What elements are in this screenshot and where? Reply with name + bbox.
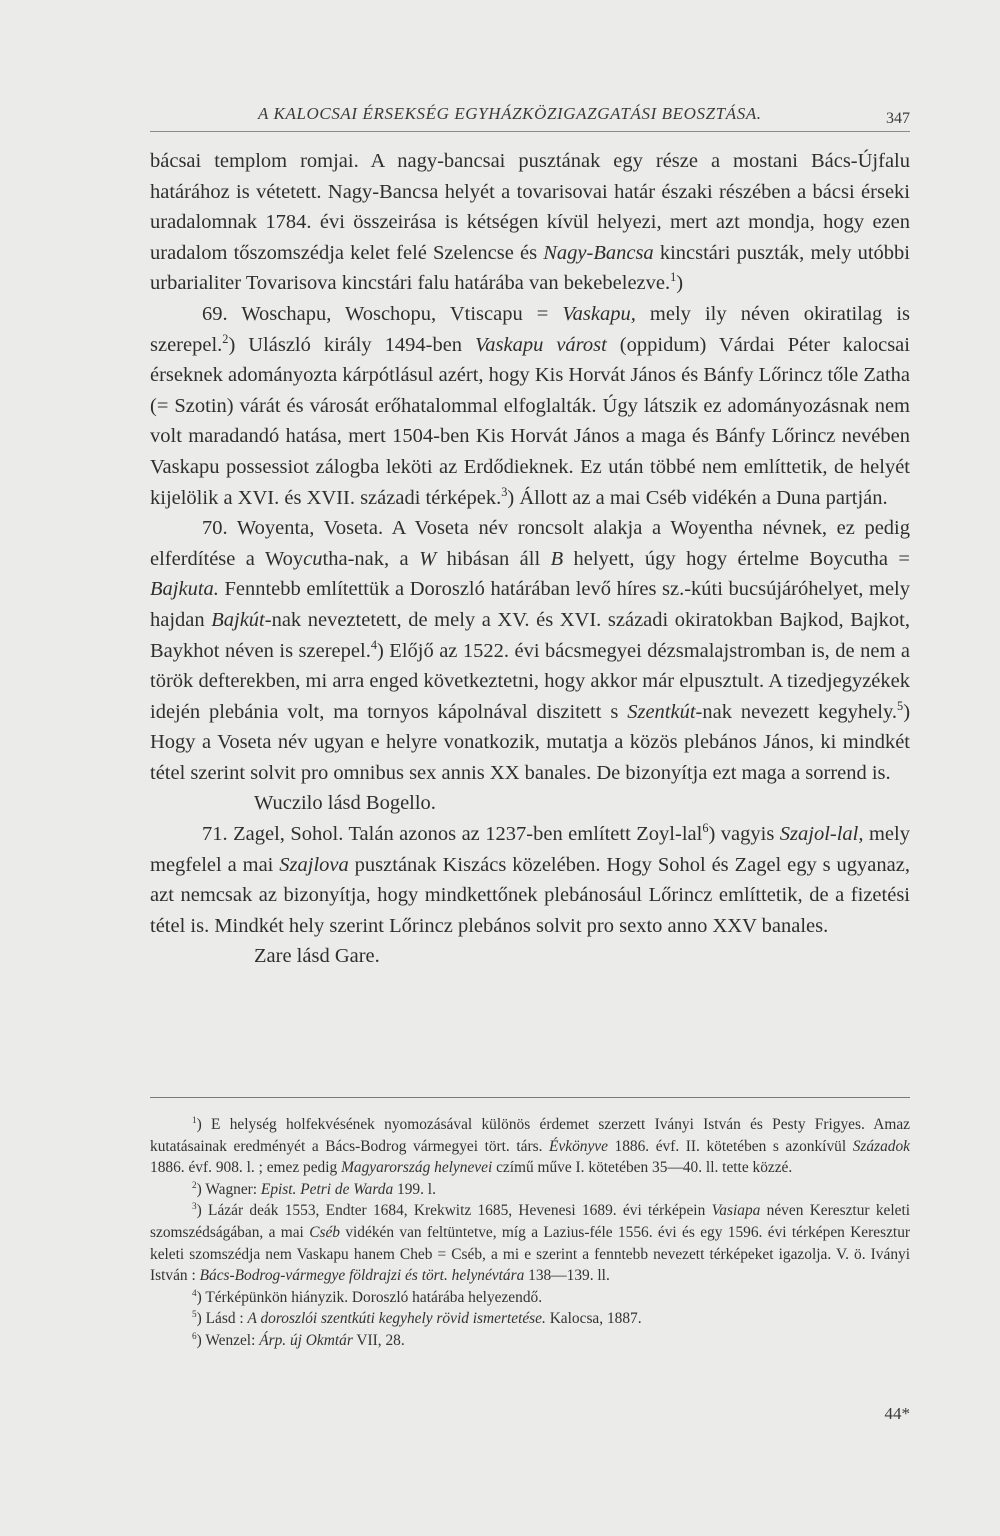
paragraph-71-zagel: 71. Zagel, Sohol. Talán azonos az 1237-ben említett Zoyl-lal$^6$) vagyis Szajol-lal, mely megfelel a mai Szajlova pusztának Kiszács közelében. Hogy Sohol és Zagel egy s ugyanaz, azt nemcsak az bizonyítja, hogy mindkettőnek plebánosául Lőrincz említtetik, de a fizetési tétel is. Mindkét hely szerint Lőrincz plebános solvit pro sexto anno XXV banales. <box>150 821 910 937</box>
signature-mark: 44* <box>884 1404 910 1423</box>
footnote-ref-4: 4 <box>370 637 377 652</box>
body-text <box>150 146 910 972</box>
paragraph-69-vaskapu: 69. Woschapu, Woschopu, Vtiscapu = Vaskapu, mely ily néven okiratilag is szerepel.$^2$) Ulászló király 1494-ben Vaskapu várost (oppidum) Várdai Péter kalocsai érseknek adományozta kárpótlásul azért, hogy Kis Horvát János és Bánfy Lőrincz tőle Zatha (= Szotin) várát és városát erőhatalommal elfoglalták. Úgy látszik ez adományozásnak nem volt maradandó hatása, mert 1504-ben Kis Horvát János a maga és Bánfy Lőrincz nevében Vaskapu possessiot zálogba leköti az Erdődieknek. Ez után többé nem említtetik, de helyét kijelölik a XVI. és XVII. századi térképek.$^3$) Állott az a mai Cséb vidékén a Duna partján. <box>150 302 910 509</box>
footnotes <box>150 1114 910 1352</box>
paragraph-bancsa: bácsai templom romjai. A nagy-bancsai pusztának egy része a mostani Bács-Újfalu határához is vétetett. Nagy-Bancsa helyét a tovarisovai határ északi részében a bácsi érseki uradalomnak 1784. évi összeirása is kétségen kívül helyezi, mert azt mondja, hogy ezen uradalom tőszomszédja kelet felé Szelencse és Nagy-Bancsa kincstári puszták, mely utóbbi urbarialiter Tovarisova kincstári falu határába van bekebelezve.$^1$) <box>150 150 910 295</box>
footnote-ref-6: 6 <box>702 821 709 836</box>
footnote-ref-1: 1 <box>670 270 677 285</box>
paragraph-70-woyenta: 70. Woyenta, Voseta. A Voseta név roncsolt alakja a Woyentha névnek, ez pedig elferdítése a Woycutha-nak, a W hibásan áll B helyett, úgy hogy értelme Boycutha = Bajkuta. Fenntebb említettük a Doroszló határában levő híres sz.-kúti bucsújáróhelyet, mely hajdan Bajkút-nak neveztetett, de mely a XV. és XVI. századi okiratokban Bajkod, Bajkot, Baykhot néven is szerepel.$^4$) Előjő az 1522. évi bácsmegyei dézsmalajstromban is, de nem a török defterekben, mi arra enged következtetni, hogy akkor már elpusztult. A tizedjegyzékek idején plebánia volt, ma tornyos kápolnával diszitett s Szentkút-nak nevezett kegyhely.$^5$) Hogy a Voseta név ugyan e helyre vonatkozik, mutatja a közös plebános János, ki mindkét tétel szerint solvit pro omnibus sex annis XX banales. De bizonyítja ezt maga a sorrend is. <box>150 517 911 784</box>
cross-reference-zare: Zare lásd Gare. <box>254 945 380 968</box>
footnote-ref-5: 5 <box>897 698 904 713</box>
footnote-6: $^6$) Wenzel: Árp. új Okmtár VII, 28. <box>192 1330 405 1349</box>
header-rule <box>150 131 910 132</box>
footnote-4: $^4$) Térképünkön hiányzik. Doroszló határába helyezendő. <box>192 1287 543 1306</box>
footnote-5: $^5$) Lásd : A doroszlói szentkúti kegyhely rövid ismertetése. Kalocsa, 1887. <box>192 1309 642 1328</box>
footnote-ref-3: 3 <box>501 484 508 499</box>
cross-reference-wuczilo: Wuczilo lásd Bogello. <box>254 792 436 815</box>
footnote-ref-2: 2 <box>222 331 229 346</box>
footnote-1: $^1$) E helység holfekvésének nyomozásával különös érdemet szerzett Iványi István és Pesty Frigyes. Amaz kutatásainak eredményét a Bács-Bodrog vármegyei tört. társ. Évkönyve 1886. évf. II. kötetében s azonkívül Századok 1886. évf. 908. l. ; emez pedig Magyarország helynevei czímű műve I. kötetében 35—40. ll. tette közzé. <box>150 1114 910 1177</box>
footnote-3: $^3$) Lázár deák 1553, Endter 1684, Krekwitz 1685, Hevenesi 1689. évi térképein Vasiapa néven Keresztur keleti szomszédságában, a mai Cséb vidékén van feltüntetve, míg a Lazius-féle 1556. évi és egy 1596. évi térképen Keresztur keleti szomszédja nem Vaskapu hanem Cheb = Cséb, a mi e szerint a fenntebb nevezett térképeket igazolja. V. ö. Iványi István : Bács-Bodrog-vármegye földrajzi és tört. helynévtára 138—139. ll. <box>150 1201 911 1285</box>
footnote-rule <box>150 1097 910 1098</box>
page-number: 347 <box>886 110 910 127</box>
running-head <box>150 104 910 134</box>
footnote-2: $^2$) Wagner: Epist. Petri de Warda 199. l. <box>192 1179 436 1198</box>
running-title: A KALOCSAI ÉRSEKSÉG EGYHÁZKÖZIGAZGATÁSI BEOSZTÁSA. <box>258 104 762 123</box>
